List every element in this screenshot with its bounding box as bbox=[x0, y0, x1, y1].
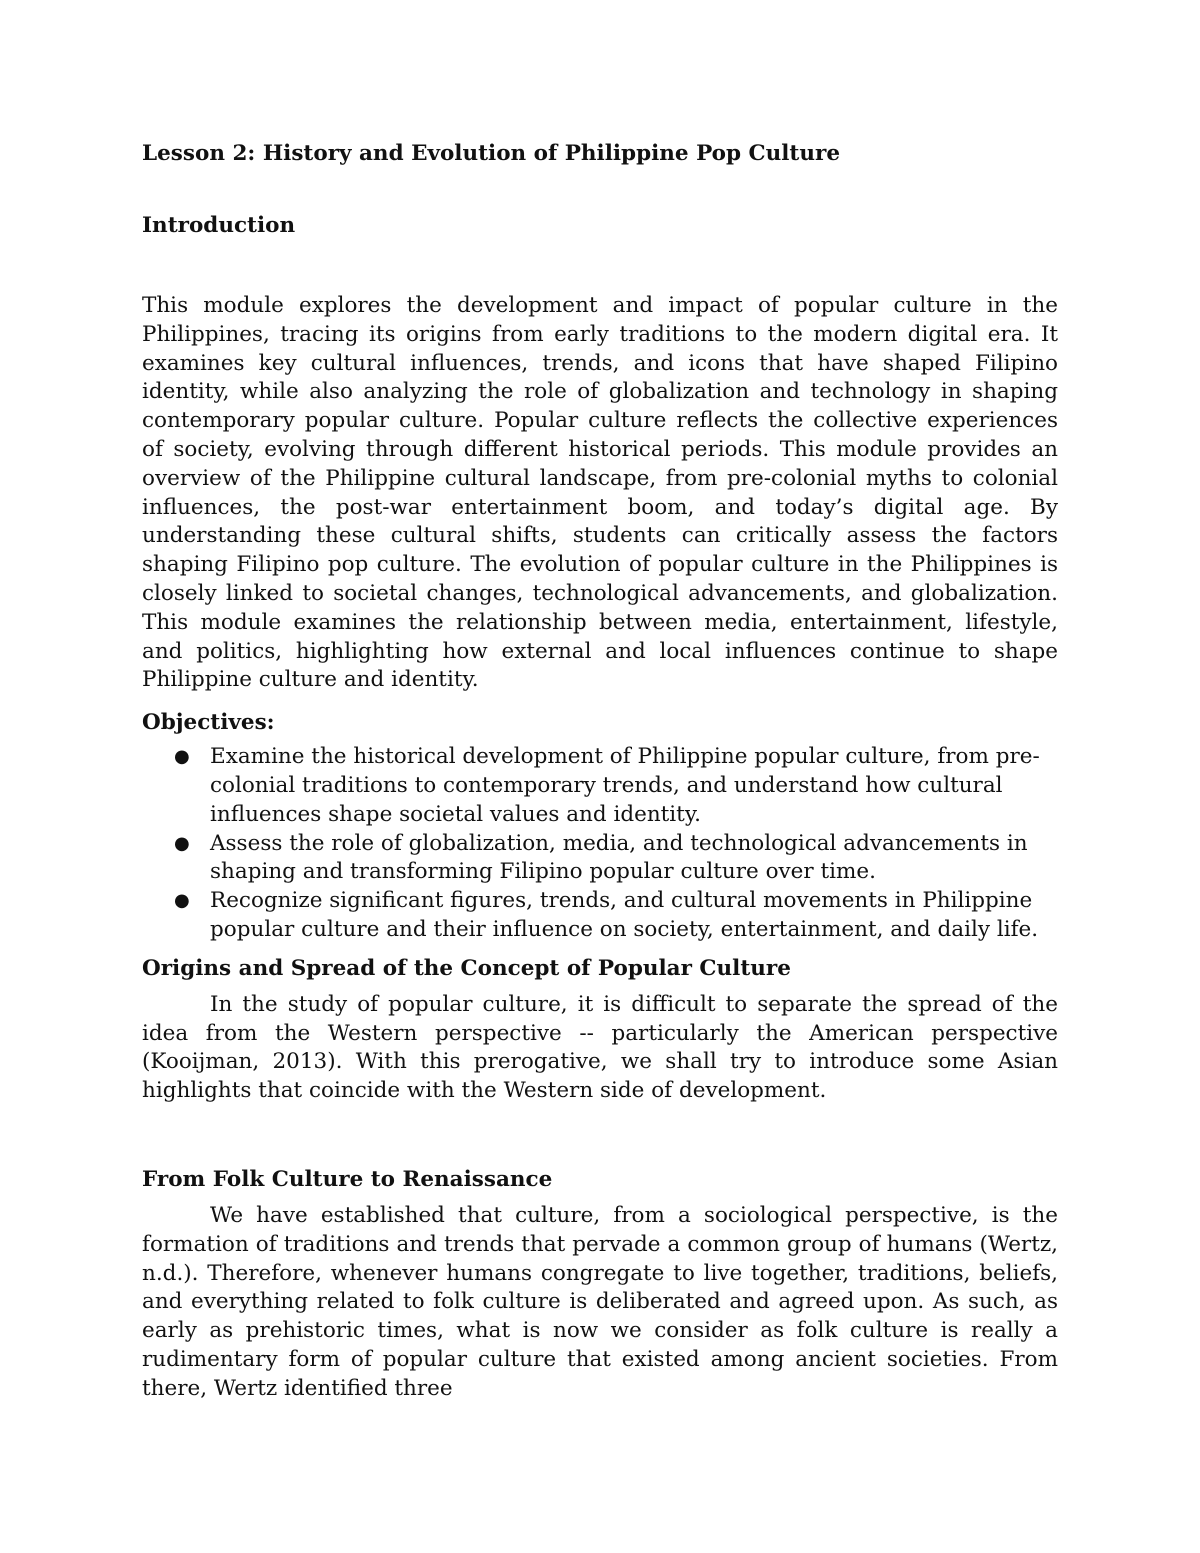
bullet-icon: ● bbox=[174, 832, 190, 854]
bullet-icon: ● bbox=[174, 746, 190, 768]
objectives-heading: Objectives: bbox=[142, 710, 275, 736]
objective-item bbox=[174, 887, 1058, 945]
introduction-heading: Introduction bbox=[142, 213, 296, 238]
bullet-icon: ● bbox=[174, 890, 190, 912]
folk-culture-heading: From Folk Culture to Renaissance bbox=[142, 1166, 553, 1192]
objective-text: Examine the historical development of Philippine popular culture, from pre-colonial traditions to contemporary trends, and understand how cultural influences shape societal values and identity. bbox=[210, 744, 1040, 827]
origins-heading: Origins and Spread of the Concept of Popular Culture bbox=[142, 955, 791, 981]
objectives-list bbox=[142, 743, 1058, 945]
introduction-paragraph: This module explores the development and impact of popular culture in the Philippines, tracing its origins from early traditions to the modern digital era. It examines key cultural influences, trends, and icons that have shaped Filipino identity, while also analyzing the role of globalization and technology in shaping contemporary popular culture. Popular culture reflects the collective experiences of society, evolving through different historical periods. This module provides an overview of the Philippine cultural landscape, from pre-colonial myths to colonial influences, the post-war entertainment boom, and today’s digital age. By understanding these cultural shifts, students can critically assess the factors shaping Filipino pop culture. The evolution of popular culture in the Philippines is closely linked to societal changes, technological advancements, and globalization. This module examines the relationship between media, entertainment, lifestyle, and politics, highlighting how external and local influences continue to shape Philippine culture and identity. bbox=[142, 293, 1058, 693]
objective-text: Assess the role of globalization, media, and technological advancements in shaping and transforming Filipino popular culture over time. bbox=[210, 830, 1028, 885]
document-content bbox=[142, 136, 1058, 1404]
objective-item bbox=[174, 743, 1058, 829]
folk-culture-paragraph: We have established that culture, from a sociological perspective, is the formation of traditions and trends that pervade a common group of humans (Wertz, n.d.). Therefore, whenever humans congregate to live together, traditions, beliefs, and everything related to folk culture is deliberated and agreed upon. As such, as early as prehistoric times, what is now we consider as folk culture is really a rudimentary form of popular culture that existed among ancient societies. From there, Wertz identified three bbox=[142, 1202, 1058, 1401]
lesson-title: Lesson 2: History and Evolution of Philippine Pop Culture bbox=[142, 141, 840, 166]
objective-item bbox=[174, 830, 1058, 888]
objective-text: Recognize significant figures, trends, and cultural movements in Philippine popular culture and their influence on society, entertainment, and daily life. bbox=[210, 888, 1039, 942]
origins-paragraph: In the study of popular culture, it is difficult to separate the spread of the idea from the Western perspective -- particularly the American perspective (Kooijman, 2013). With this prerogative, we shall try to introduce some Asian highlights that coincide with the Western side of development. bbox=[142, 991, 1058, 1104]
